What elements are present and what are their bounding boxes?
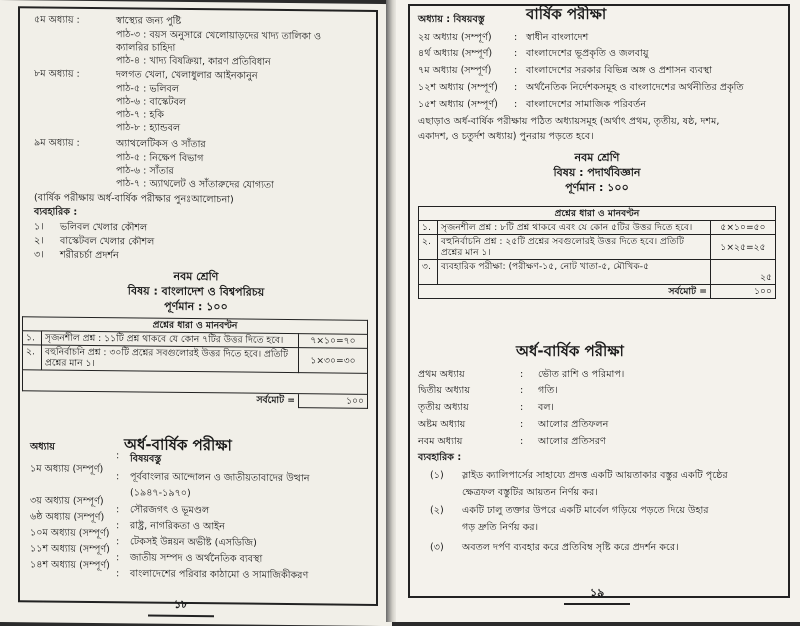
list-number: ১। [34, 221, 44, 233]
total-label: সর্বমোট = [419, 285, 711, 299]
colon: : [520, 369, 524, 380]
chapter-topic: স্বাধীন বাংলাদেশ [526, 32, 589, 43]
note-text: (বার্ষিক পরীক্ষায় অর্ধ-বার্ষিক পরীক্ষার পুনঃআলোচনা) [34, 192, 234, 206]
note-text: এছাড়াও অর্ধ-বার্ষিক পরীক্ষায় পঠিত অধ্যায়সমূহ (অর্থাৎ প্রথম, তৃতীয়, ষষ্ঠ, দশম, [418, 116, 720, 127]
chapter-name: ২য় অধ্যায় (সম্পূর্ণ) [418, 32, 492, 43]
colon: : [514, 99, 518, 110]
list-item: বাস্কেটবল খেলার কৌশল [60, 235, 155, 248]
chapter-name: ৪র্থ অধ্যায় (সম্পূর্ণ) [418, 48, 493, 59]
chapter-topic: বাংলাদেশের পরিবার কাঠামো ও সামাজিকীকরণ [130, 568, 309, 582]
lesson-line: পাঠ-৪ : খাদ্য বিষক্রিয়া, কারণ প্রতিবিধান [116, 55, 271, 68]
list-number: (১) [430, 470, 444, 481]
row-description: বহুনির্বাচনি প্রশ্ন : ৩০টি প্রশ্নের সবগুলোরই উত্তর দিতে হবে। প্রতিটি প্রশ্নের মান ১। [42, 345, 299, 373]
experiment-text: একটি ঢালু তক্তার উপরে একটি মার্বেল গড়িয়ে পড়তে দিয়ে উহার [462, 505, 709, 516]
colon: : [514, 65, 518, 76]
chapter-topic: সৌরজগৎ ও ভূমণ্ডল [130, 504, 210, 517]
chapter-topic: বাংলাদেশের সরকার বিভিন্ন অঙ্গ ও প্রশাসন ব্যবস্থা [526, 65, 713, 76]
full-marks: পূর্ণমান : ১০০ [164, 299, 228, 314]
row-number: ১. [23, 331, 42, 345]
chapter-name: নবম অধ্যায় [418, 436, 463, 447]
subject-heading: বিষয় : বাংলাদেশ ও বিশ্বপরিচয় [127, 284, 265, 299]
chapter-topic: আলোর প্রতিসরণ [538, 436, 606, 447]
row-description: সৃজনশীল প্রশ্ন : ১১টি প্রশ্ন থাকবে যে কোন ৭টির উত্তর দিতে হবে। [42, 331, 299, 348]
marks-table [22, 316, 368, 409]
chapter-topic: আলোর প্রতিফলন [538, 419, 609, 430]
row-marks: ২৫ [711, 260, 776, 285]
chapter-name: ১৫শ অধ্যায় (সম্পূর্ণ) [418, 99, 498, 110]
right-page [396, 0, 800, 622]
lesson-line: পাঠ-৬ : সাঁতার [116, 165, 174, 177]
list-number: ২। [34, 235, 44, 247]
colon: : [116, 568, 120, 580]
total-row [419, 285, 776, 299]
chapter-label: ৮ম অধ্যায় : [34, 68, 80, 80]
list-number: (৩) [430, 542, 444, 553]
row-marks: ৫×১০=৫০ [711, 221, 776, 235]
total-row [23, 391, 368, 409]
list-item: ভলিবল খেলার কৌশল [60, 221, 148, 234]
chapter-label: ৫ম অধ্যায় : [34, 14, 80, 26]
row-number: ২. [23, 345, 42, 370]
chapter-name: ১১শ অধ্যায় (সম্পূর্ণ) [30, 543, 110, 556]
full-marks: পূর্ণমান : ১০০ [565, 181, 629, 194]
chapter-topic: টেকসই উন্নয়ন অভীষ্ট (এসডিজি) [130, 536, 257, 549]
experiment-text: অবতল দর্পণ ব্যবহার করে প্রতিবিম্ব সৃষ্টি করে প্রদর্শন করে। [462, 542, 679, 553]
chapter-topic: ভৌত রাশি ও পরিমাপ। [538, 369, 625, 380]
colon: : [514, 48, 518, 59]
class-heading: নবম শ্রেণি [574, 151, 620, 164]
row-number: ১. [419, 221, 438, 235]
chapter-topic: গতি। [538, 385, 558, 396]
annual-exam-title: বার্ষিক পরীক্ষা [526, 5, 607, 23]
colon: : [520, 419, 524, 430]
chapter-topic-years: (১৯৪৭-১৯৭০) [130, 487, 191, 499]
experiment-text: ক্ষেত্রফল বস্তুটির আয়তন নির্ণয় কর। [462, 487, 598, 498]
lesson-line: পাঠ-৮ : হ্যান্ডবল [116, 122, 181, 134]
chapter-name: ৩য় অধ্যায় (সম্পূর্ণ) [30, 495, 104, 508]
page-number: ১৯ [564, 584, 630, 605]
table-header: প্রশ্নের ধারা ও মানবণ্টন [23, 317, 368, 335]
chapter-topic: অর্থনৈতিক নির্দেশকসমূহ ও বাংলাদেশের অর্থনীতির প্রকৃতি [526, 82, 744, 93]
lesson-line: পাঠ-৬ : বাস্কেটবল [116, 96, 187, 108]
list-item: শরীরচর্চা প্রদর্শন [60, 249, 119, 262]
class-heading: নবম শ্রেণি [173, 269, 219, 284]
column-header-topic: বিষয়বস্তু [130, 453, 162, 465]
list-number: ৩। [34, 249, 44, 261]
colon: : [116, 471, 120, 483]
colon: : [520, 436, 524, 447]
total-label: সর্বমোট = [23, 391, 299, 408]
row-marks: ৭×১০=৭০ [299, 334, 368, 349]
chapter-name: ১ম অধ্যায় (সম্পূর্ণ) [30, 463, 104, 476]
chapter-title: অ্যাথলেটিকস ও সাঁতার [116, 138, 206, 151]
row-description: ব্যবহারিক পরীক্ষা: (পরীক্ষণ-১৫, নোট খাতা-৫, মৌখিক-৫ [438, 260, 711, 285]
lesson-line: পাঠ-৭ : হকি [116, 109, 164, 121]
lesson-line: পাঠ-৫ : নিক্ষেপ বিভাগ [116, 152, 204, 165]
chapter-topic: বল। [538, 402, 554, 413]
list-number: (২) [430, 505, 444, 516]
chapter-title: স্বাস্থ্যের জন্য পুষ্টি [116, 15, 182, 27]
colon: : [520, 402, 524, 413]
lesson-line: পাঠ-৫ : ভলিবল [116, 83, 179, 95]
colon: : [116, 536, 120, 548]
chapter-title: দলগত খেলা, খেলাধুলার আইনকানুন [116, 69, 258, 82]
page-number: ১৮ [148, 596, 214, 618]
chapter-name: প্রথম অধ্যায় [418, 369, 465, 380]
table-row [419, 260, 776, 285]
chapter-topic: বাংলাদেশের ভূপ্রকৃতি ও জলবায়ু [526, 48, 649, 59]
colon: : [116, 552, 120, 564]
chapter-name: ৭ম অধ্যায় (সম্পূর্ণ) [418, 65, 492, 76]
total-value: ১০০ [299, 394, 368, 409]
table-header: প্রশ্নের ধারা ও মানবণ্টন [419, 207, 776, 221]
row-marks: ১×৩০=৩০ [299, 348, 368, 374]
chapter-topic: বাংলাদেশের সামাজিক পরিবর্তন [526, 99, 647, 110]
row-description: বহুনির্বাচনি প্রশ্ন : ২৫টি প্রশ্নের সবগুলোরই উত্তর দিতে হবে। প্রতিটি প্রশ্নের মান ১। [438, 235, 711, 260]
column-header-chapter: অধ্যায় [30, 441, 55, 453]
row-number: ২. [419, 235, 438, 260]
chapter-name: ১৪শ অধ্যায় (সম্পূর্ণ) [30, 559, 110, 572]
colon: : [116, 520, 120, 532]
practical-heading: ব্যবহারিক : [34, 206, 78, 218]
half-yearly-title: অর্ধ-বার্ষিক পরীক্ষা [124, 435, 232, 455]
experiment-text: গড় দ্রুতি নির্ণয় কর। [462, 522, 539, 533]
lesson-line: পাঠ-৭ : অ্যাথলেট ও সাঁতারুদের যোগ্যতা [116, 178, 274, 191]
chapter-topic: পূর্ববাংলার আন্দোলন ও জাতীয়তাবাদের উত্থান [130, 471, 310, 485]
table-row [23, 345, 368, 374]
table-row [419, 221, 776, 235]
left-page [0, 0, 392, 626]
colon: : [116, 504, 120, 516]
column-header: অধ্যায় : বিষয়বস্তু [418, 14, 485, 25]
lesson-line: ক্যালরির চাহিদা [116, 42, 176, 54]
colon: : [116, 450, 120, 462]
colon: : [514, 82, 518, 93]
row-marks: ১×২৫=২৫ [711, 235, 776, 260]
subject-heading: বিষয় : পদার্থবিজ্ঞান [553, 166, 641, 179]
chapter-name: তৃতীয় অধ্যায় [418, 402, 469, 413]
colon: : [514, 32, 518, 43]
chapter-topic: জাতীয় সম্পদ ও অর্থনৈতিক ব্যবস্থা [130, 552, 263, 565]
lesson-line: পাঠ-৩ : বয়স অনুসারে খেলোয়াড়দের খাদ্য তালিকা ও [116, 29, 322, 43]
chapter-label: ৯ম অধ্যায় : [34, 137, 80, 149]
marks-table [418, 206, 776, 299]
chapter-name: অষ্টম অধ্যায় [418, 419, 466, 430]
chapter-name: ১০ম অধ্যায় (সম্পূর্ণ) [30, 527, 110, 540]
colon: : [520, 385, 524, 396]
chapter-topic: রাষ্ট্র, নাগরিকতা ও আইন [130, 520, 225, 533]
row-description: সৃজনশীল প্রশ্ন : ৮টি প্রশ্ন থাকবে এবং যে কোন ৫টির উত্তর দিতে হবে। [438, 221, 711, 235]
note-text: একাদশ, ও চতুর্দশ অধ্যায়) পুনরায় পড়তে হবে। [418, 131, 594, 142]
total-value: ১০০ [711, 285, 776, 299]
chapter-name: ৬ষ্ঠ অধ্যায় (সম্পূর্ণ) [30, 511, 105, 524]
chapter-name: দ্বিতীয় অধ্যায় [418, 385, 470, 396]
practical-heading: ব্যবহারিক : [418, 452, 462, 463]
half-yearly-title: অর্ধ-বার্ষিক পরীক্ষা [516, 342, 624, 360]
chapter-name: ১২শ অধ্যায় (সম্পূর্ণ) [418, 82, 498, 93]
experiment-text: স্লাইড ক্যালিপার্সের সাহায্যে প্রদত্ত একটি আয়তাকার বস্তুর একটি পৃষ্ঠের [462, 470, 728, 481]
table-row [419, 235, 776, 260]
row-number: ৩. [419, 260, 438, 285]
